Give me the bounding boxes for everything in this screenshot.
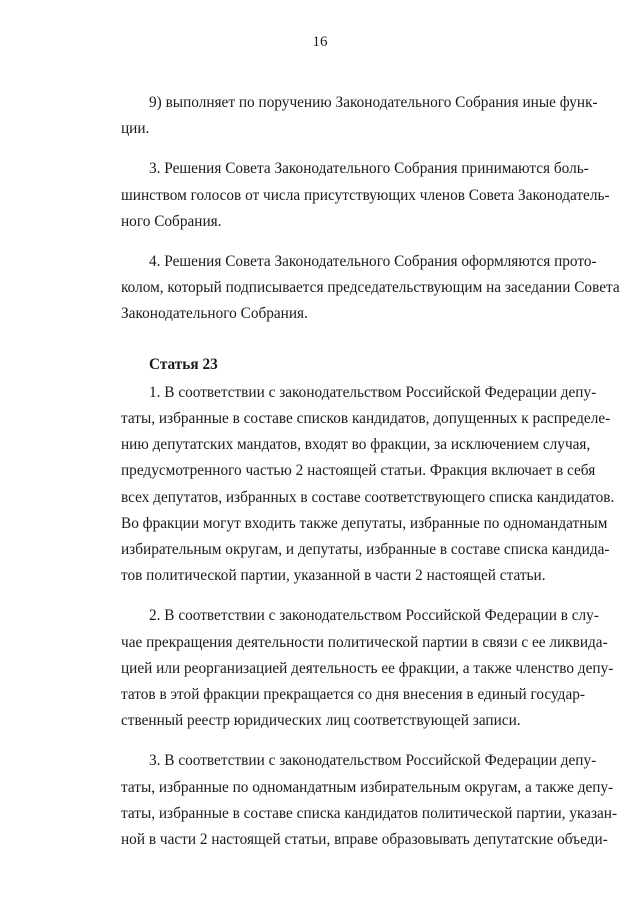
text-line: 9) выполняет по поручению Законодательного Собрания иные функ- [149,94,598,111]
paragraph [121,748,618,853]
text-line: ного Собрания. [121,212,222,230]
text-line: 1. В соответствии с законодательством Российской Федерации депу- [149,383,597,401]
text-line: колом, который подписывается председательствующим на заседании Совета [121,279,620,297]
text-line: нию депутатских мандатов, входят во фракции, за исключением случая, [121,436,591,454]
text-line: 3. Решения Совета Законодательного Собрания принимаются боль- [149,160,589,178]
paragraphs-before [121,90,620,328]
text-line: всех депутатов, избранных в составе соответствующего списка кандидатов. [121,488,615,506]
document-body [121,90,620,853]
text-line: чае прекращения деятельности политической партии в связи с ее ликвида- [121,633,608,651]
text-line: шинством голосов от числа присутствующих членов Совета Законодатель- [121,186,610,204]
page-number: 16 [312,34,328,50]
text-line: цией или реорганизацией деятельность ее фракции, а также членство депу- [121,659,614,677]
text-line: ции. [121,120,150,138]
paragraph [121,249,620,328]
paragraph [121,603,614,734]
paragraph-gap [121,734,571,748]
text-line: ственный реестр юридических лиц соответствующей записи. [121,712,521,730]
text-line: избирательным округам, и депутаты, избранные в составе списка кандида- [121,541,610,559]
text-line: 2. В соответствии с законодательством Российской Федерации в слу- [149,607,599,625]
paragraph-gap [121,235,571,249]
text-line: татов в этой фракции прекращается со дня внесения в единый государ- [121,686,585,704]
text-line: 4. Решения Совета Законодательного Собрания оформляются прото- [149,253,597,271]
text-line: ной в части 2 настоящей статьи, вправе образовывать депутатские объеди- [121,831,608,849]
text-line: таты, избранные по одномандатным избирательным округам, а также депу- [121,778,614,796]
paragraph-gap [121,142,571,156]
text-line: Законодательного Собрания. [121,305,308,323]
paragraph-gap [121,589,571,603]
text-line: предусмотренного частью 2 настоящей статьи. Фракция включает в себя [121,462,596,480]
text-line: 3. В соответствии с законодательством Российской Федерации депу- [149,752,597,770]
text-line: тов политической партии, указанной в части 2 настоящей статьи. [121,567,546,585]
text-line: таты, избранные в составе списка кандидатов политической партии, указан- [121,804,618,822]
text-line: таты, избранные в составе списков кандидатов, допущенных к распределе- [121,410,611,428]
paragraph [121,90,598,142]
paragraphs-after [121,380,618,853]
paragraph [121,156,610,235]
article-heading: Статья 23 [149,355,218,373]
text-line: Во фракции могут входить также депутаты, избранные по одномандатным [121,514,608,532]
paragraph [121,380,615,590]
